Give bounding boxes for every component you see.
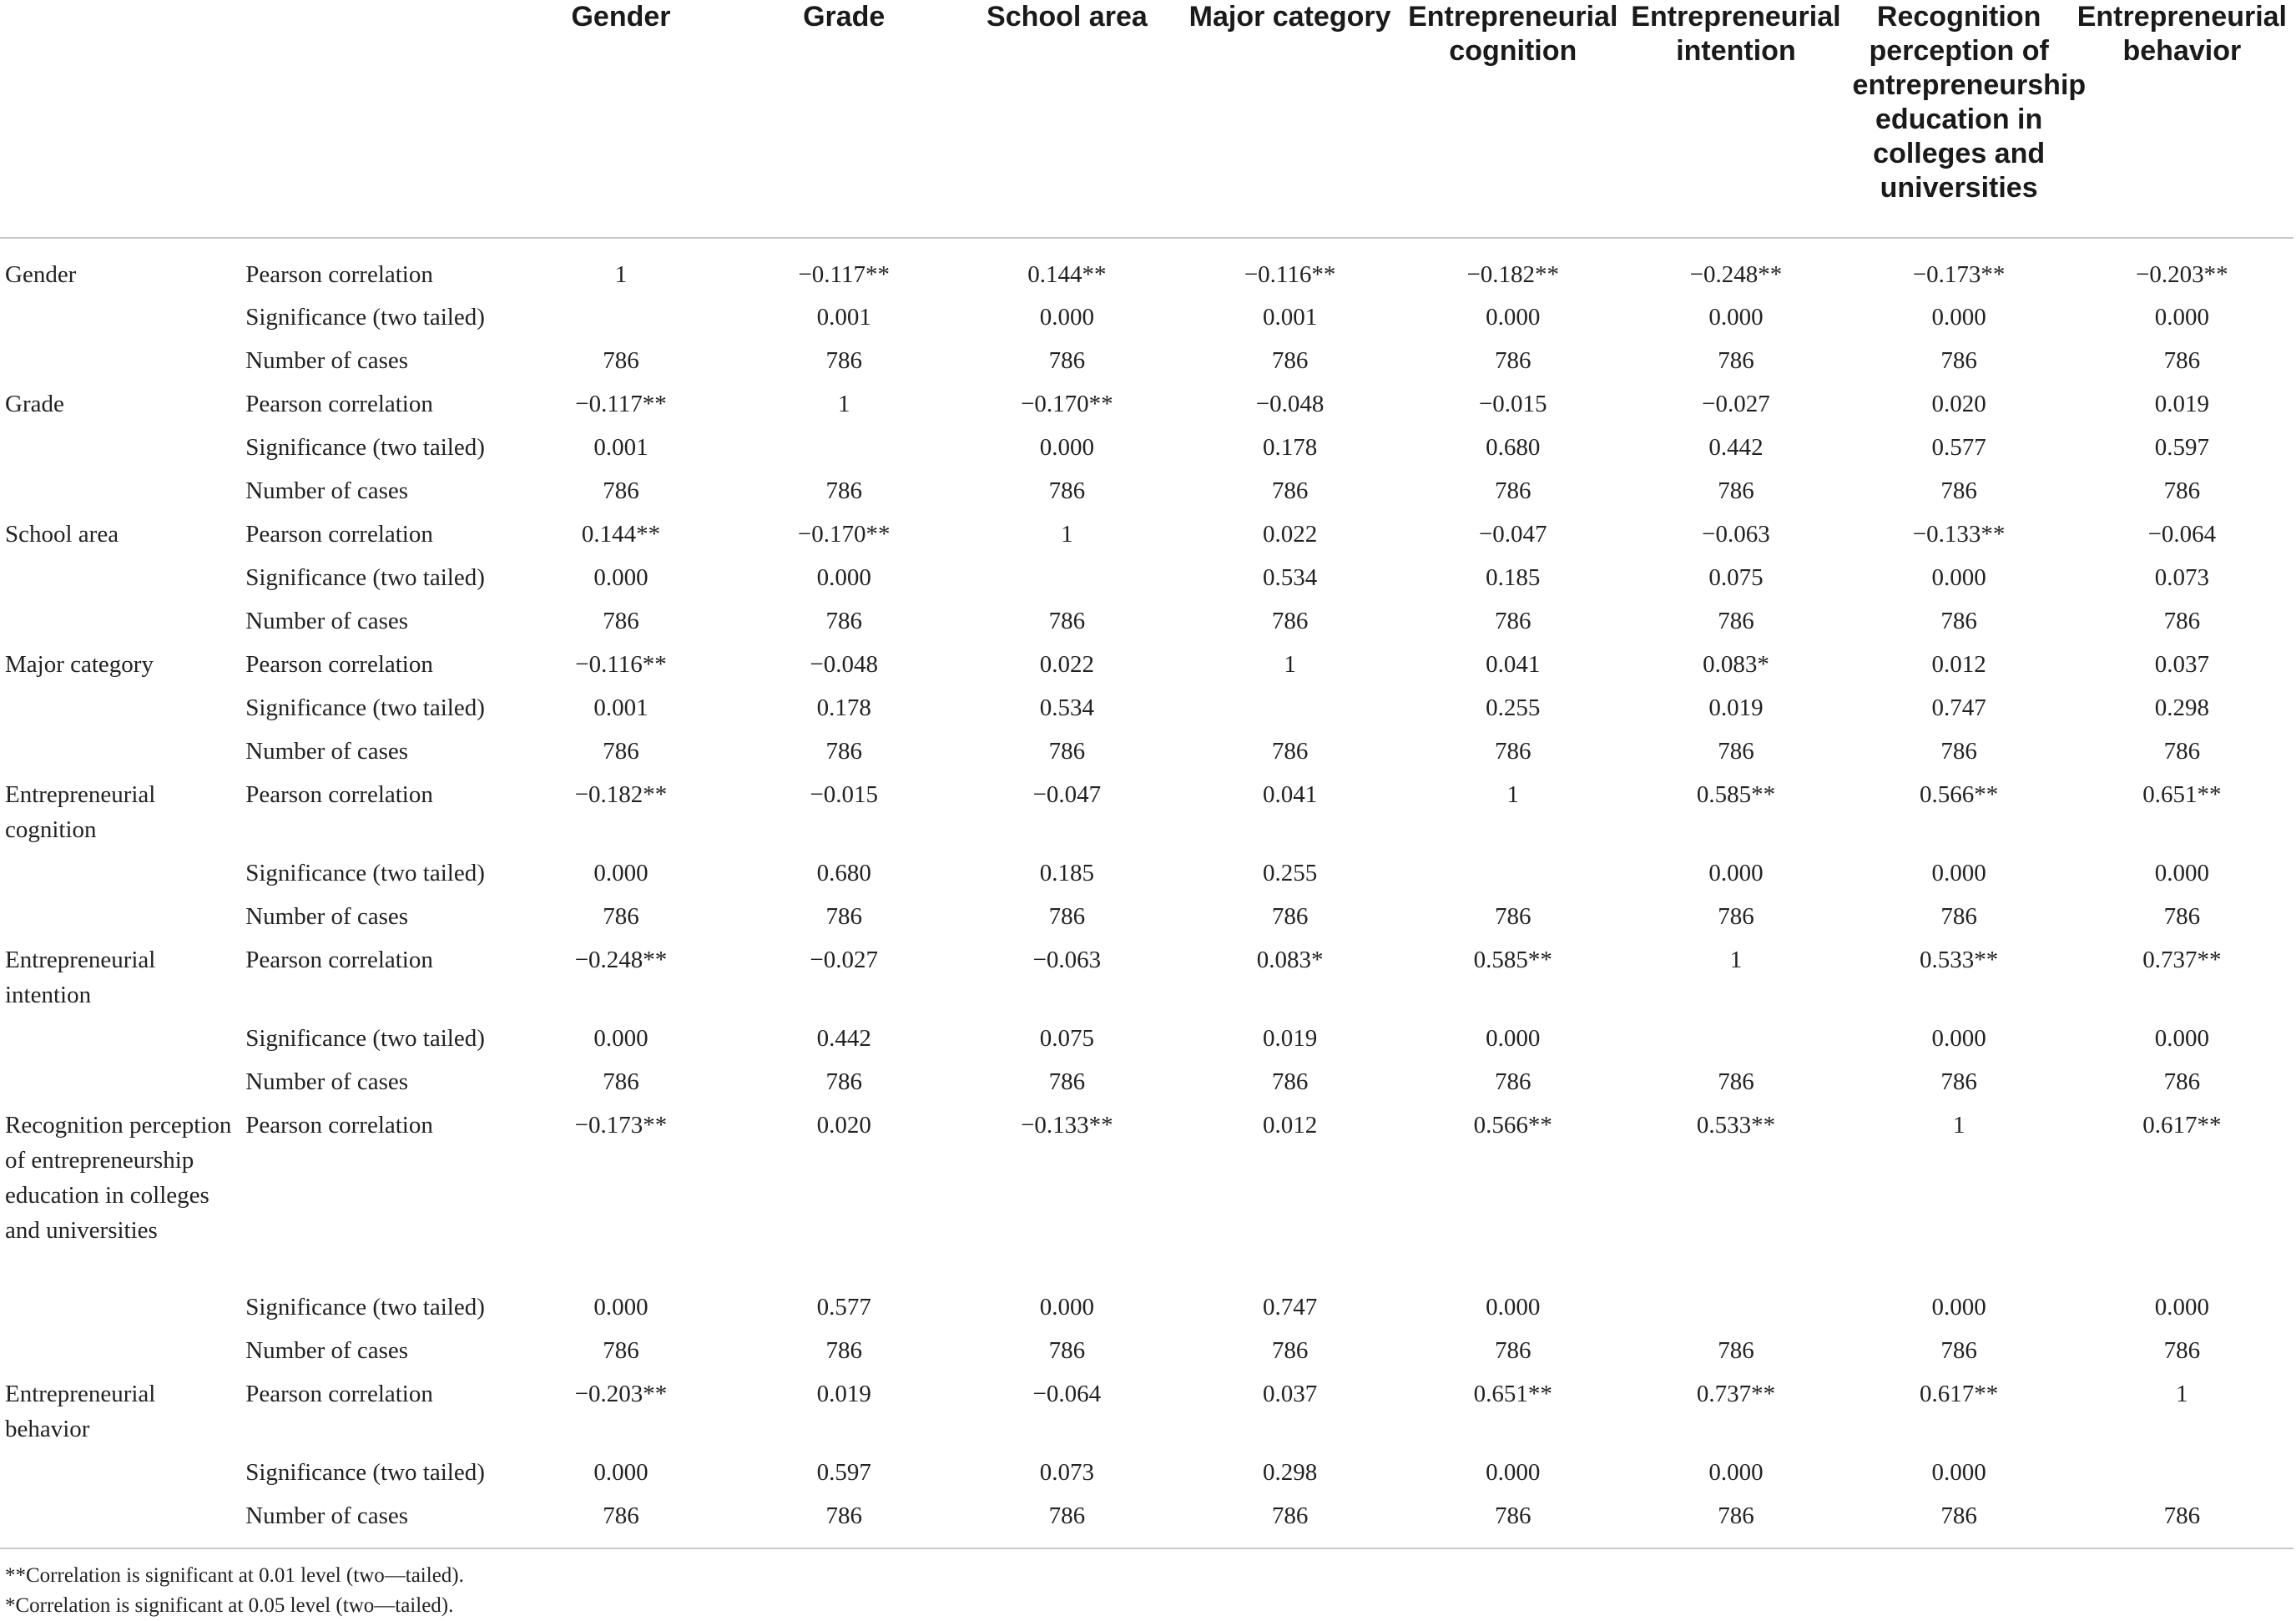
- table-cell: 0.298: [2154, 694, 2209, 721]
- statistic-label: Pearson correlation: [245, 521, 433, 548]
- table-cell: 0.534: [1039, 694, 1095, 721]
- statistic-label: Number of cases: [245, 347, 409, 374]
- table-cell: 786: [1718, 347, 1754, 374]
- column-header: Entrepreneurial behavior: [2076, 1, 2288, 67]
- table-cell: 0.680: [816, 860, 871, 886]
- table-cell: −0.047: [1032, 781, 1102, 808]
- table-cell: 0.083*: [1256, 947, 1324, 973]
- statistic-label: Significance (two tailed): [245, 564, 485, 591]
- table-cell: 0.178: [1262, 434, 1318, 461]
- table-cell: 0.144**: [581, 521, 661, 548]
- table-cell: [1624, 1290, 1847, 1333]
- table-cell: 0.144**: [1027, 261, 1107, 288]
- table-cell: 786: [1495, 1337, 1532, 1364]
- statistic-label: Number of cases: [245, 738, 409, 765]
- table-cell: 0.442: [816, 1025, 871, 1052]
- statistic-label: Significance (two tailed): [245, 694, 485, 721]
- table-cell: 786: [1048, 347, 1086, 374]
- table-cell: 786: [825, 1337, 862, 1364]
- table-cell: −0.203**: [574, 1381, 668, 1407]
- table-cell: 786: [2163, 903, 2201, 930]
- header-statistic-corner: [242, 0, 509, 238]
- table-cell: 0.001: [593, 434, 648, 461]
- table-row: [0, 300, 2293, 343]
- table-cell: 0.012: [1931, 651, 1986, 678]
- table-cell: 0.000: [593, 1025, 648, 1052]
- table-cell: 0.000: [1486, 304, 1541, 331]
- table-cell: −0.173**: [1912, 261, 2006, 288]
- table-cell: 0.298: [1262, 1459, 1318, 1486]
- table-cell: 786: [1271, 1337, 1309, 1364]
- table-cell: 786: [1940, 1337, 1977, 1364]
- statistic-label: Number of cases: [245, 1068, 409, 1095]
- table-cell: −0.063: [1032, 947, 1102, 973]
- table-cell: −0.048: [1255, 391, 1325, 417]
- table-cell: 786: [603, 738, 639, 765]
- table-cell: 0.000: [593, 860, 648, 886]
- statistic-label: Number of cases: [245, 903, 409, 930]
- row-variable-spacer: [0, 1333, 242, 1376]
- table-cell: 0.019: [1262, 1025, 1318, 1052]
- table-cell: 786: [825, 477, 862, 504]
- table-cell: 0.185: [1486, 564, 1541, 591]
- table-cell: 0.577: [816, 1294, 871, 1321]
- table-cell: 786: [603, 1337, 639, 1364]
- table-row: [0, 899, 2293, 942]
- table-cell: 1: [614, 261, 628, 288]
- table-cell: 0.022: [1039, 651, 1095, 678]
- statistic-label: Pearson correlation: [245, 1381, 433, 1407]
- table-cell: 0.255: [1262, 860, 1318, 886]
- table-cell: 0.566**: [1473, 1112, 1552, 1139]
- table-row: [0, 942, 2293, 1021]
- row-variable-spacer: [0, 1064, 242, 1108]
- statistic-label: Pearson correlation: [245, 947, 433, 973]
- table-cell: 0.012: [1262, 1112, 1318, 1139]
- row-variable-spacer: [0, 734, 242, 777]
- table-cell: 786: [1048, 903, 1086, 930]
- table-cell: 786: [1048, 1068, 1086, 1095]
- table-cell: −0.015: [1478, 391, 1547, 417]
- table-cell: 0.037: [1262, 1381, 1318, 1407]
- statistic-label: Number of cases: [245, 608, 409, 634]
- row-variable-spacer: [0, 1455, 242, 1498]
- table-cell: 786: [1718, 608, 1754, 634]
- statistic-label: Significance (two tailed): [245, 434, 485, 461]
- row-variable-name: Gender: [5, 261, 77, 288]
- table-cell: [733, 430, 956, 473]
- table-cell: 0.000: [1708, 1459, 1764, 1486]
- table-cell: 0.000: [1708, 860, 1764, 886]
- table-cell: 786: [2163, 1502, 2201, 1529]
- table-cell: 0.000: [1931, 1025, 1986, 1052]
- row-variable-spacer: [0, 1021, 242, 1064]
- table-cell: 786: [1718, 1068, 1754, 1095]
- column-header: Major category: [1188, 1, 1391, 33]
- statistic-label: Number of cases: [245, 1337, 409, 1364]
- table-cell: −0.047: [1478, 521, 1547, 548]
- table-cell: 786: [1718, 1502, 1754, 1529]
- table-cell: 786: [1495, 477, 1532, 504]
- row-variable-spacer: [0, 343, 242, 386]
- statistic-label: Pearson correlation: [245, 261, 433, 288]
- table-cell: 0.000: [1931, 1459, 1986, 1486]
- table-cell: −0.116**: [575, 651, 667, 678]
- table-cell: 0.020: [1931, 391, 1986, 417]
- table-cell: 0.000: [593, 564, 648, 591]
- table-cell: 0.534: [1262, 564, 1318, 591]
- table-cell: 0.001: [816, 304, 871, 331]
- table-cell: 786: [1271, 608, 1309, 634]
- row-variable-spacer: [0, 899, 242, 942]
- table-cell: 0.001: [593, 694, 648, 721]
- table-cell: 0.073: [1039, 1459, 1095, 1486]
- table-cell: −0.182**: [1466, 261, 1560, 288]
- table-cell: 0.442: [1708, 434, 1764, 461]
- table-cell: 786: [2163, 608, 2201, 634]
- column-header: Recognition perception of entrepreneurship education in colleges and universities: [1852, 1, 2087, 204]
- table-cell: 0.533**: [1920, 947, 1999, 973]
- table-row: [0, 1376, 2293, 1455]
- table-cell: 0.000: [593, 1459, 648, 1486]
- table-cell: 0.000: [1931, 1294, 1986, 1321]
- table-cell: 786: [1495, 738, 1532, 765]
- row-variable-name: Entrepreneurial cognition: [5, 781, 156, 843]
- column-header: Entrepreneurial intention: [1631, 1, 1841, 67]
- table-cell: 0.737**: [1696, 1381, 1776, 1407]
- table-cell: 786: [1495, 608, 1532, 634]
- table-cell: 786: [603, 1068, 639, 1095]
- table-cell: 0.566**: [1920, 781, 1999, 808]
- row-variable-name: Entrepreneurial behavior: [5, 1381, 156, 1442]
- table-header-row: [0, 0, 2293, 238]
- statistic-label: Number of cases: [245, 477, 409, 504]
- table-cell: 1: [1952, 1112, 1965, 1139]
- column-header: Gender: [571, 1, 671, 33]
- table-cell: −0.116**: [1244, 261, 1336, 288]
- statistic-label: Significance (two tailed): [245, 1025, 485, 1052]
- row-variable-spacer: [0, 1498, 242, 1548]
- table-cell: 786: [2163, 347, 2201, 374]
- table-cell: 786: [1048, 477, 1086, 504]
- table-cell: −0.064: [2147, 521, 2217, 548]
- row-variable-spacer: [0, 473, 242, 517]
- table-cell: 786: [2163, 1068, 2201, 1095]
- table-cell: −0.064: [1032, 1381, 1102, 1407]
- table-cell: [956, 560, 1178, 603]
- table-row: [0, 238, 2293, 300]
- row-variable-spacer: [0, 430, 242, 473]
- table-cell: −0.063: [1702, 521, 1770, 548]
- table-row: [0, 1455, 2293, 1498]
- table-row: [0, 1498, 2293, 1548]
- table-cell: 0.075: [1039, 1025, 1095, 1052]
- table-row: [0, 856, 2293, 899]
- row-variable-name: Entrepreneurial intention: [5, 947, 156, 1008]
- row-variable-spacer: [0, 690, 242, 734]
- table-cell: 786: [1940, 477, 1977, 504]
- row-variable-name: Grade: [5, 391, 64, 417]
- table-cell: 0.255: [1486, 694, 1541, 721]
- table-cell: 0.178: [816, 694, 871, 721]
- table-cell: 786: [2163, 1337, 2201, 1364]
- table-cell: 0.019: [2154, 391, 2209, 417]
- table-cell: 0.617**: [1920, 1381, 1999, 1407]
- footnote: *Correlation is significant at 0.05 level (two—tailed).: [5, 1594, 454, 1617]
- table-cell: 786: [1495, 1068, 1532, 1095]
- table-cell: 0.747: [1931, 694, 1986, 721]
- row-variable-spacer: [0, 856, 242, 899]
- table-cell: 786: [825, 738, 862, 765]
- table-cell: 0.001: [1262, 304, 1318, 331]
- table-cell: 0.019: [1708, 694, 1764, 721]
- table-cell: 786: [603, 608, 639, 634]
- table-cell: 0.022: [1262, 521, 1318, 548]
- table-cell: 0.680: [1486, 434, 1541, 461]
- statistic-label: Significance (two tailed): [245, 860, 485, 886]
- row-variable-name: School area: [5, 521, 119, 548]
- table-cell: 0.020: [816, 1112, 871, 1139]
- statistic-label: Significance (two tailed): [245, 304, 485, 331]
- table-cell: 1: [1284, 651, 1296, 678]
- table-cell: 0.041: [1486, 651, 1541, 678]
- table-cell: 786: [1048, 738, 1086, 765]
- statistic-label: Pearson correlation: [245, 651, 433, 678]
- table-cell: 786: [603, 347, 639, 374]
- table-cell: −0.027: [1702, 391, 1770, 417]
- table-cell: 786: [825, 1502, 862, 1529]
- statistic-label: Significance (two tailed): [245, 1459, 485, 1486]
- footnote: **Correlation is significant at 0.01 level (two—tailed).: [5, 1564, 464, 1587]
- table-cell: 786: [1718, 1337, 1754, 1364]
- table-cell: 786: [1940, 1068, 1977, 1095]
- table-cell: 1: [2176, 1381, 2188, 1407]
- table-row: [0, 386, 2293, 430]
- row-variable-spacer: [0, 1290, 242, 1333]
- table-cell: −0.133**: [1021, 1112, 1113, 1139]
- row-variable-name: Major category: [5, 651, 154, 678]
- table-cell: −0.117**: [575, 391, 667, 417]
- table-cell: 0.000: [1486, 1025, 1541, 1052]
- table-cell: 786: [1940, 347, 1977, 374]
- table-cell: 0.000: [2154, 860, 2209, 886]
- table-cell: 0.019: [816, 1381, 871, 1407]
- statistic-label: Number of cases: [245, 1502, 409, 1529]
- column-header: Grade: [803, 1, 886, 33]
- table-body: [0, 238, 2293, 1548]
- table-cell: 0.000: [1931, 564, 1986, 591]
- table-cell: [1178, 690, 1401, 734]
- table-cell: 0.597: [816, 1459, 871, 1486]
- table-cell: 786: [1495, 1502, 1532, 1529]
- table-cell: 0.075: [1708, 564, 1764, 591]
- statistic-label: Pearson correlation: [245, 781, 433, 808]
- table-row: [0, 734, 2293, 777]
- table-cell: −0.248**: [574, 947, 668, 973]
- table-cell: 1: [1061, 521, 1073, 548]
- table-cell: 786: [825, 608, 862, 634]
- table-cell: 786: [825, 903, 862, 930]
- table-cell: 786: [603, 1502, 639, 1529]
- table-cell: 1: [1506, 781, 1520, 808]
- statistic-label: Significance (two tailed): [245, 1294, 485, 1321]
- table-row: [0, 647, 2293, 690]
- table-cell: 0.651**: [1473, 1381, 1552, 1407]
- column-header: Entrepreneurial cognition: [1408, 1, 1618, 67]
- table-cell: 0.585**: [1696, 781, 1776, 808]
- table-cell: 786: [1940, 1502, 1977, 1529]
- table-cell: 786: [603, 903, 639, 930]
- table-cell: 0.041: [1262, 781, 1318, 808]
- table-cell: [1624, 1021, 1847, 1064]
- table-cell: 1: [837, 391, 850, 417]
- table-cell: 786: [1048, 1337, 1086, 1364]
- table-row: [0, 473, 2293, 517]
- row-variable-name: Recognition perception of entrepreneurship education in colleges and universities: [5, 1112, 232, 1244]
- table-cell: 786: [1048, 1502, 1086, 1529]
- table-cell: −0.048: [810, 651, 878, 678]
- table-cell: 786: [825, 1068, 862, 1095]
- table-cell: 786: [2163, 738, 2201, 765]
- table-row: [0, 560, 2293, 603]
- table-cell: 786: [1940, 903, 1977, 930]
- table-cell: 0.000: [1486, 1294, 1541, 1321]
- table-cell: 786: [1271, 347, 1309, 374]
- table-cell: −0.015: [810, 781, 878, 808]
- table-cell: 786: [1271, 738, 1309, 765]
- table-cell: 786: [1495, 903, 1532, 930]
- table-cell: 786: [825, 347, 862, 374]
- table-cell: [509, 300, 732, 343]
- table-row: [0, 1064, 2293, 1108]
- table-cell: 0.000: [2154, 1294, 2209, 1321]
- table-cell: 786: [1495, 347, 1532, 374]
- table-cell: 0.651**: [2142, 781, 2222, 808]
- table-row: [0, 517, 2293, 560]
- table-cell: −0.173**: [574, 1112, 668, 1139]
- table-cell: 0.585**: [1473, 947, 1552, 973]
- table-cell: [2071, 1455, 2293, 1498]
- table-cell: 0.000: [593, 1294, 648, 1321]
- table-cell: 0.000: [2154, 1025, 2209, 1052]
- table-cell: 786: [2163, 477, 2201, 504]
- table-cell: 0.597: [2154, 434, 2209, 461]
- table-cell: 786: [1271, 1068, 1309, 1095]
- table-cell: 0.000: [1039, 1294, 1095, 1321]
- table-cell: −0.117**: [798, 261, 890, 288]
- table-row: [0, 1108, 2293, 1290]
- row-variable-spacer: [0, 560, 242, 603]
- table-cell: 0.617**: [2142, 1112, 2222, 1139]
- statistic-label: Pearson correlation: [245, 1112, 433, 1139]
- table-row: [0, 777, 2293, 856]
- table-row: [0, 1290, 2293, 1333]
- table-cell: 0.000: [1039, 434, 1095, 461]
- table-cell: −0.170**: [1021, 391, 1113, 417]
- table-cell: 786: [1048, 608, 1086, 634]
- table-cell: 786: [1271, 477, 1309, 504]
- table-cell: 786: [1271, 1502, 1309, 1529]
- table-cell: 0.533**: [1696, 1112, 1776, 1139]
- statistic-label: Pearson correlation: [245, 391, 433, 417]
- table-row: [0, 1333, 2293, 1376]
- row-variable-spacer: [0, 603, 242, 647]
- table-cell: 786: [1940, 738, 1977, 765]
- table-row: [0, 690, 2293, 734]
- table-cell: 0.577: [1931, 434, 1986, 461]
- table-row: [0, 343, 2293, 386]
- table-row: [0, 603, 2293, 647]
- table-cell: 0.737**: [2142, 947, 2222, 973]
- table-cell: [1401, 856, 1624, 899]
- footnotes: [0, 1548, 2293, 1621]
- table-cell: 0.000: [1486, 1459, 1541, 1486]
- table-cell: −0.248**: [1689, 261, 1783, 288]
- table-cell: 786: [1940, 608, 1977, 634]
- table-cell: 0.000: [1708, 304, 1764, 331]
- table-cell: −0.203**: [2136, 261, 2228, 288]
- table-cell: 786: [603, 477, 639, 504]
- table-cell: 0.000: [816, 564, 871, 591]
- table-cell: 0.000: [1931, 304, 1986, 331]
- column-header: School area: [987, 1, 1148, 33]
- table-row: [0, 430, 2293, 473]
- table-cell: 786: [1271, 903, 1309, 930]
- table-cell: 0.073: [2154, 564, 2209, 591]
- table-cell: 786: [1718, 738, 1754, 765]
- header-variable-corner: [0, 0, 242, 238]
- table-cell: −0.170**: [797, 521, 891, 548]
- table-row: [0, 1021, 2293, 1064]
- table-cell: −0.133**: [1912, 521, 2006, 548]
- table-cell: −0.027: [810, 947, 878, 973]
- table-cell: 0.000: [2154, 304, 2209, 331]
- row-variable-spacer: [0, 300, 242, 343]
- table-cell: 0.747: [1262, 1294, 1318, 1321]
- table-cell: 0.037: [2154, 651, 2209, 678]
- table-cell: 0.083*: [1703, 651, 1769, 678]
- table-cell: −0.182**: [574, 781, 668, 808]
- table-cell: 0.000: [1931, 860, 1986, 886]
- table-cell: 786: [1718, 477, 1754, 504]
- table-cell: 786: [1718, 903, 1754, 930]
- footnote-row: [0, 1548, 2293, 1621]
- table-cell: 0.185: [1039, 860, 1095, 886]
- table-cell: 0.000: [1039, 304, 1095, 331]
- table-cell: 1: [1729, 947, 1743, 973]
